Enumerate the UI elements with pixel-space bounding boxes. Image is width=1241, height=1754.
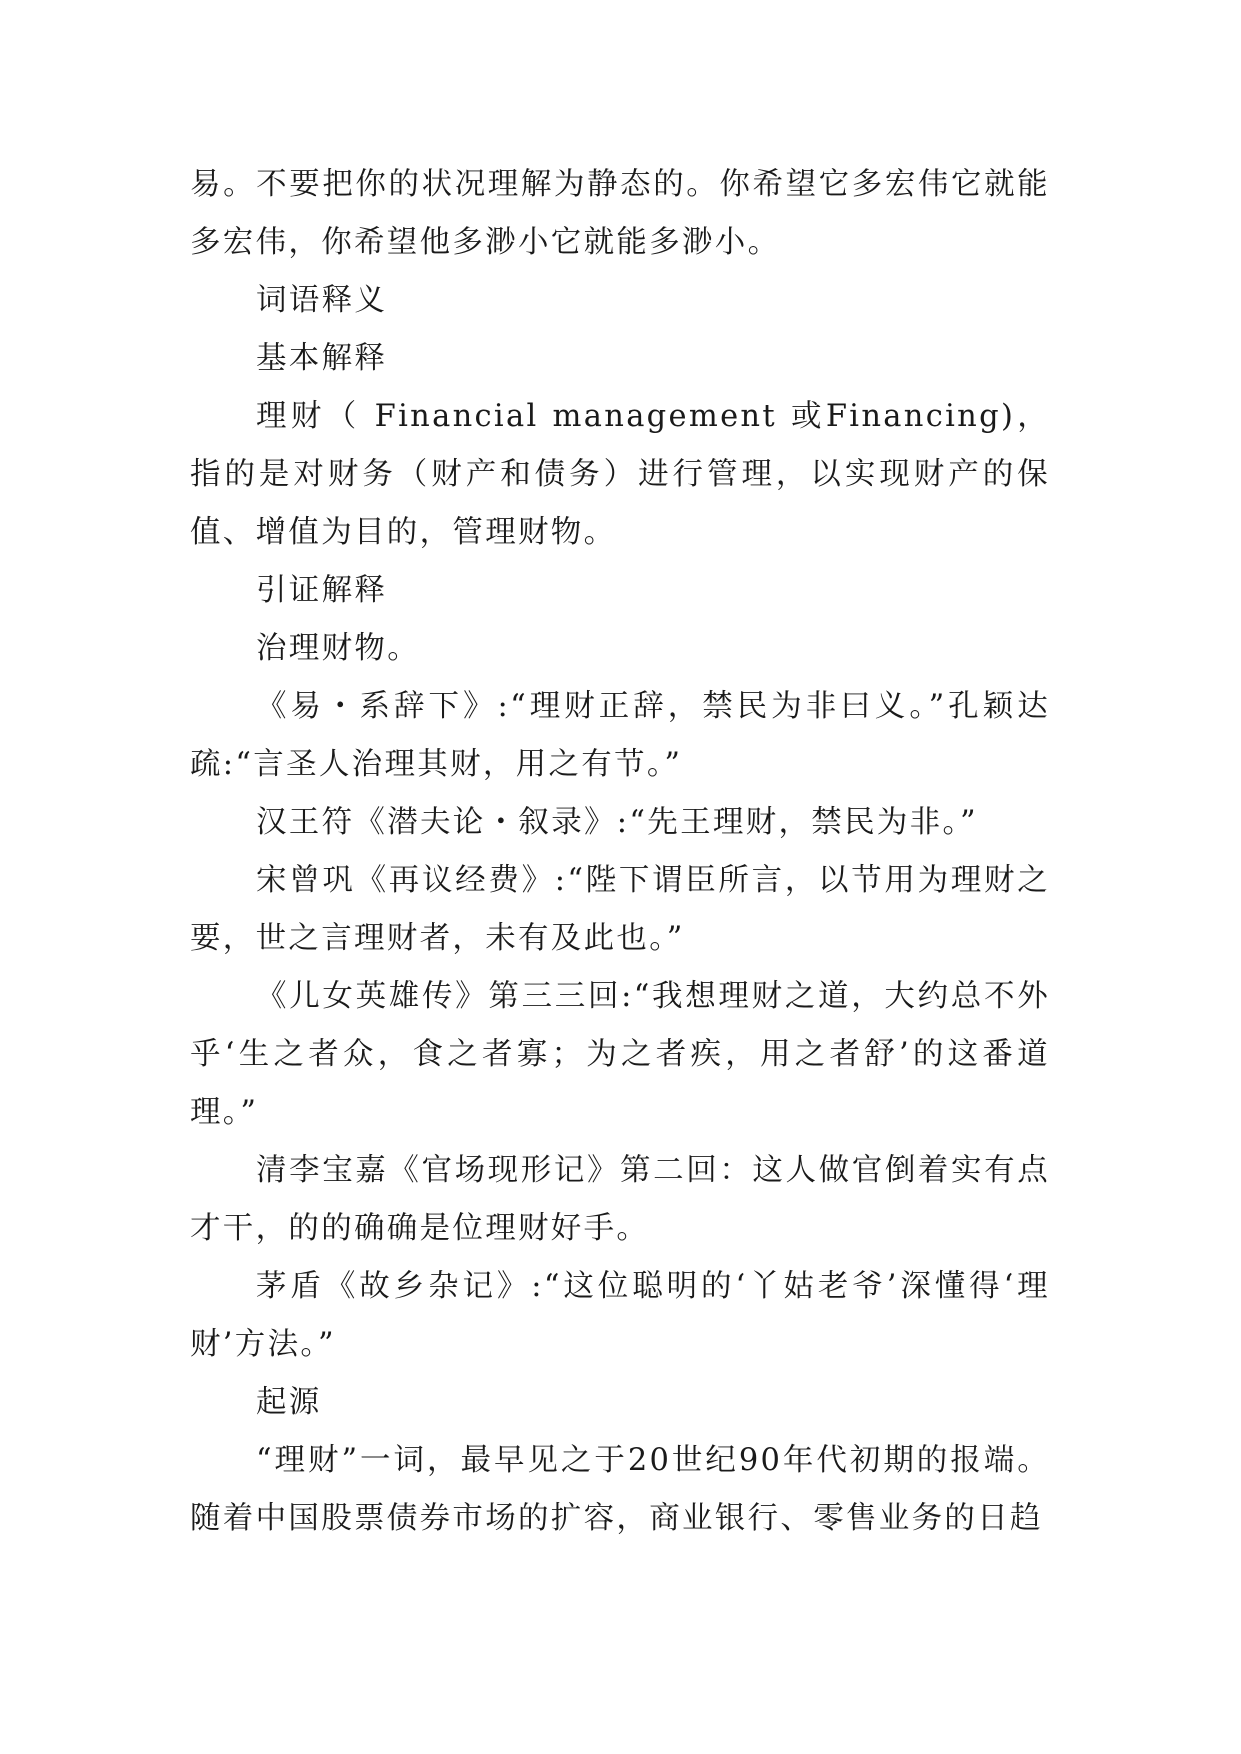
paragraph-citation-ernv: 《儿女英雄传》第三三回:“我想理财之道，大约总不外乎‘生之者众，食之者寡；为之者疾，用之者舒’的这番道理。”	[190, 979, 1050, 1130]
section-heading-definitions: 词语释义	[256, 283, 388, 318]
paragraph-citation-zenggong: 宋曾巩《再议经费》:“陛下谓臣所言，以节用为理财之要，世之言理财者，未有及此也。”	[190, 863, 1050, 956]
paragraph-financial-definition: 理财（ Financial management 或Financing)，指的是对财务（财产和债务）进行管理，以实现财产的保值、增值为目的，管理财物。	[190, 399, 1050, 550]
paragraph-citation-wangfu: 汉王符《潜夫论・叙录》:“先王理财，禁民为非。”	[256, 805, 978, 840]
paragraph-citation-guanchang: 清李宝嘉《官场现形记》第二回：这人做官倒着实有点才干，的的确确是位理财好手。	[190, 1153, 1050, 1246]
paragraph-continuation: 易。不要把你的状况理解为静态的。你希望它多宏伟它就能多宏伟，你希望他多渺小它就能多渺小。	[190, 167, 1050, 260]
paragraph-citation-summary: 治理财物。	[256, 631, 420, 666]
paragraph-origin: “理财”一词，最早见之于20世纪90年代初期的报端。随着中国股票债券市场的扩容，商业银行、零售业务的日趋	[190, 1443, 1050, 1536]
document-body	[190, 156, 1050, 1548]
section-heading-origin: 起源	[256, 1385, 322, 1420]
paragraph-citation-maodun: 茅盾《故乡杂记》:“这位聪明的‘丫姑老爷’深懂得‘理财’方法。”	[190, 1269, 1050, 1362]
section-heading-basic-explanation: 基本解释	[256, 341, 388, 376]
paragraph-citation-yi: 《易・系辞下》:“理财正辞，禁民为非曰义。”孔颖达疏:“言圣人治理其财，用之有节。”	[190, 689, 1050, 782]
section-heading-citations: 引证解释	[256, 573, 388, 608]
